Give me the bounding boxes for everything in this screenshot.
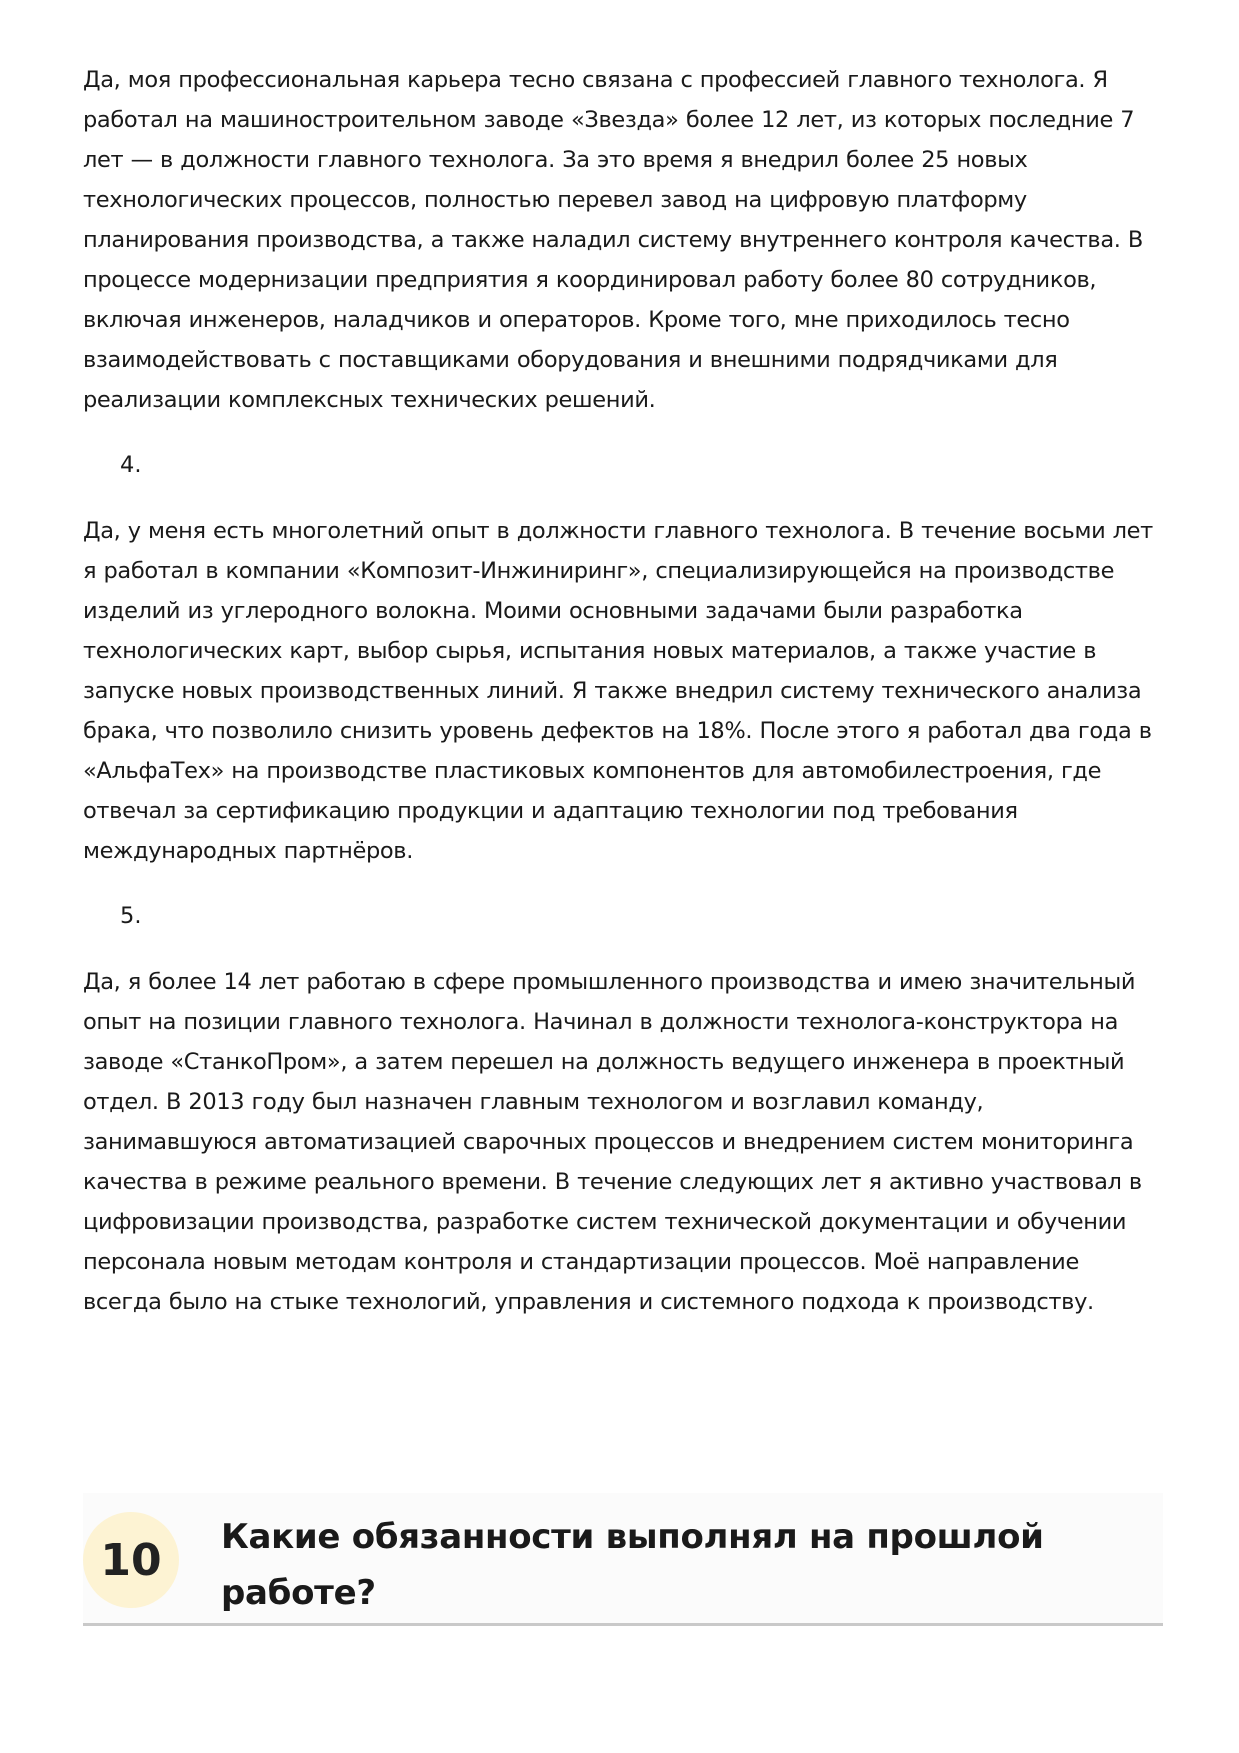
- answers-section: [83, 60, 1163, 1322]
- question-title-line-1: Какие обязанности выполнял на прошлой: [221, 1517, 1044, 1557]
- answer-number-4: 4.: [120, 452, 142, 478]
- answer-text-3: Да, моя профессиональная карьера тесно связана с профессией главного технолога. Я работал на машиностроительном заводе «Звезда» более 12 лет, из которых последние 7 лет — в должности главного технолога. За это время я внедрил более 25 новых технологических процессов, полностью перевел завод на цифровую платформу планирования производства, а также наладил систему внутреннего контроля качества. В процессе модернизации предприятия я координировал работу более 80 сотрудников, включая инженеров, наладчиков и операторов. Кроме того, мне приходилось тесно взаимодействовать с поставщиками оборудования и внешними подрядчиками для реализации комплексных технических решений.: [83, 67, 1143, 413]
- answer-number-5: 5.: [120, 903, 142, 929]
- answer-text-5: Да, я более 14 лет работаю в сфере промышленного производства и имею значительный опыт на позиции главного технолога. Начинал в должности технолога-конструктора на заводе «СтанкоПром», а затем перешел на должность ведущего инженера в проектный отдел. В 2013 году был назначен главным технологом и возглавил команду, занимавшуюся автоматизацией сварочных процессов и внедрением систем мониторинга качества в режиме реального времени. В течение следующих лет я активно участвовал в цифровизации производства, разработке систем технической документации и обучении персонала новым методам контроля и стандартизации процессов. Моё направление всегда было на стыке технологий, управления и системного подхода к производству.: [83, 969, 1142, 1315]
- answer-text-4: Да, у меня есть многолетний опыт в должности главного технолога. В течение восьми лет я работал в компании «Композит-Инжиниринг», специализирующейся на производстве изделий из углеродного волокна. Моими основными задачами были разработка технологических карт, выбор сырья, испытания новых материалов, а также участие в запуске новых производственных линий. Я также внедрил систему технического анализа брака, что позволило снизить уровень дефектов на 18%. После этого я работал два года в «АльфаТех» на производстве пластиковых компонентов для автомобилестроения, где отвечал за сертификацию продукции и адаптацию технологии под требования международных партнёров.: [83, 518, 1153, 864]
- question-header: [83, 1493, 1163, 1626]
- question-number-badge: 10: [83, 1512, 179, 1608]
- question-title: [221, 1509, 1081, 1621]
- question-title-line-2: работе?: [221, 1573, 376, 1613]
